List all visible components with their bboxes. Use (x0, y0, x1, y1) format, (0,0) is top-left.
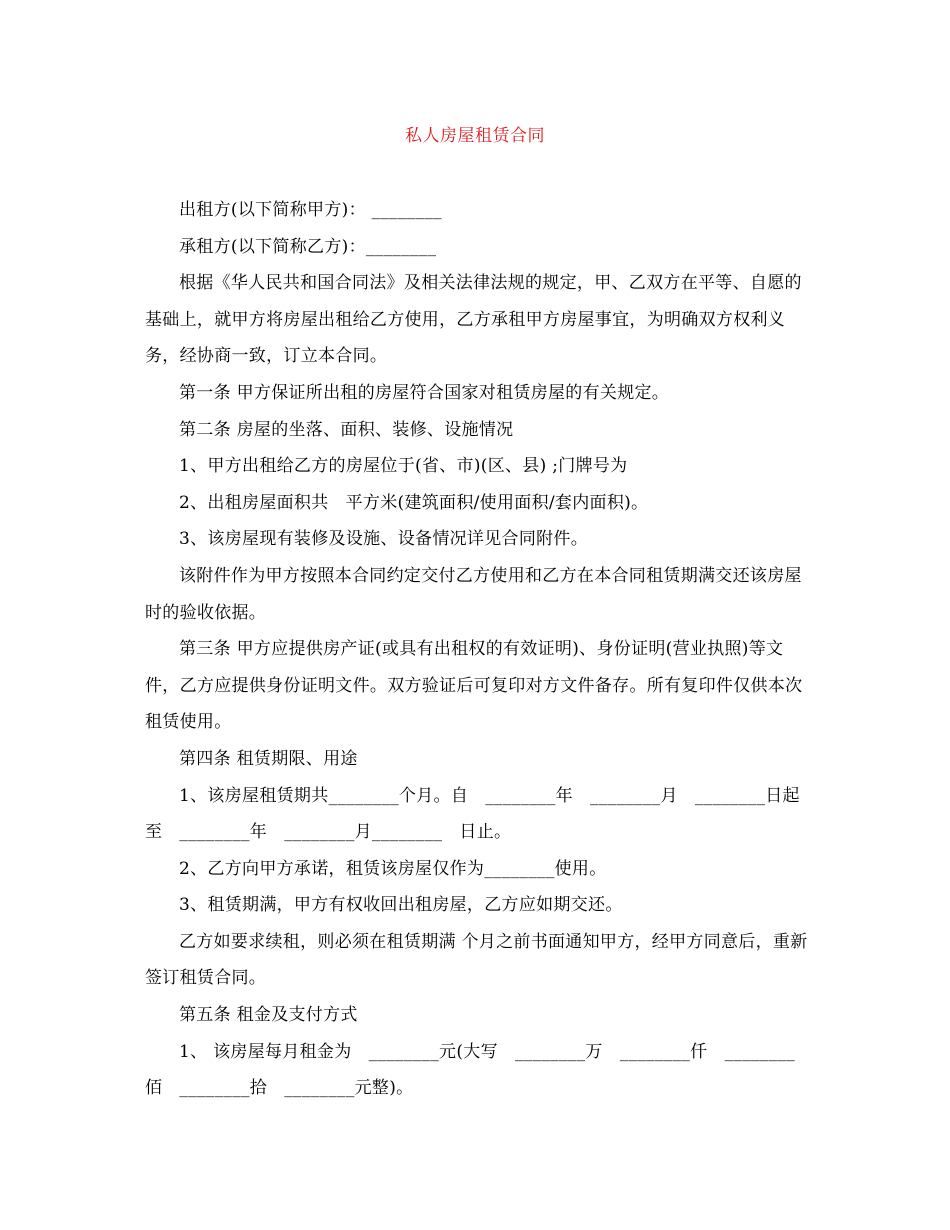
paragraph-annex-note: 该附件作为甲方按照本合同约定交付乙方使用和乙方在本合同租赁期满交还该房屋时的验收依据。 (145, 565, 802, 623)
paragraph-article-4-item-2: 2、乙方向甲方承诺，租赁该房屋仅作为________使用。 (179, 858, 607, 879)
paragraph-article-2-item-2: 2、出租房屋面积共 平方米(建筑面积/使用面积/套内面积)。 (179, 492, 649, 513)
document-title: 私人房屋租赁合同 (405, 126, 545, 146)
paragraph-preamble: 根据《华人民共和国合同法》及相关法律法规的规定，甲、乙双方在平等、自愿的基础上，就甲方将房屋出租给乙方使用，乙方承租甲方房屋事宜，为明确双方权利义务，经协商一致，订立本合同。 (145, 273, 802, 367)
paragraph-article-3: 第三条 甲方应提供房产证(或具有出租权的有效证明)、身份证明(营业执照)等文件，乙方应提供身份证明文件。双方验证后可复印对方文件备存。所有复印件仅供本次租赁使用。 (145, 639, 803, 733)
paragraph-article-5-heading: 第五条 租金及支付方式 (179, 1005, 358, 1026)
paragraph-article-1: 第一条 甲方保证所出租的房屋符合国家对租赁房屋的有关规定。 (179, 382, 670, 403)
paragraph-article-2-item-1: 1、甲方出租给乙方的房屋位于(省、市)(区、县) ;门牌号为 (179, 456, 628, 477)
paragraph-lessee: 承租方(以下简称乙方)：________ (179, 236, 437, 257)
paragraph-lessor: 出租方(以下简称甲方)： ________ (179, 200, 442, 220)
paragraph-article-2-item-3: 3、该房屋现有装修及设施、设备情况详见合同附件。 (179, 529, 589, 550)
paragraph-renewal-note: 乙方如要求续租，则必须在租赁期满 个月之前书面通知甲方，经甲方同意后，重新签订租赁合同。 (145, 931, 808, 989)
paragraph-article-2-heading: 第二条 房屋的坐落、面积、装修、设施情况 (179, 419, 514, 440)
paragraph-article-4-item-1: 1、该房屋租赁期共________个月。自 ________年 ________月 ________日起至 ________年 ________月________ 日止。 (145, 785, 800, 843)
paragraph-article-5-item-1: 1、 该房屋每月租金为 ________元(大写 ________万 ________仟 ________佰 ________拾 ________元整)。 (145, 1041, 795, 1099)
paragraph-article-4-item-3: 3、租赁期满，甲方有权收回出租房屋，乙方应如期交还。 (179, 895, 623, 916)
document-body (145, 192, 810, 1107)
paragraph-article-4-heading: 第四条 租赁期限、用途 (179, 748, 358, 769)
